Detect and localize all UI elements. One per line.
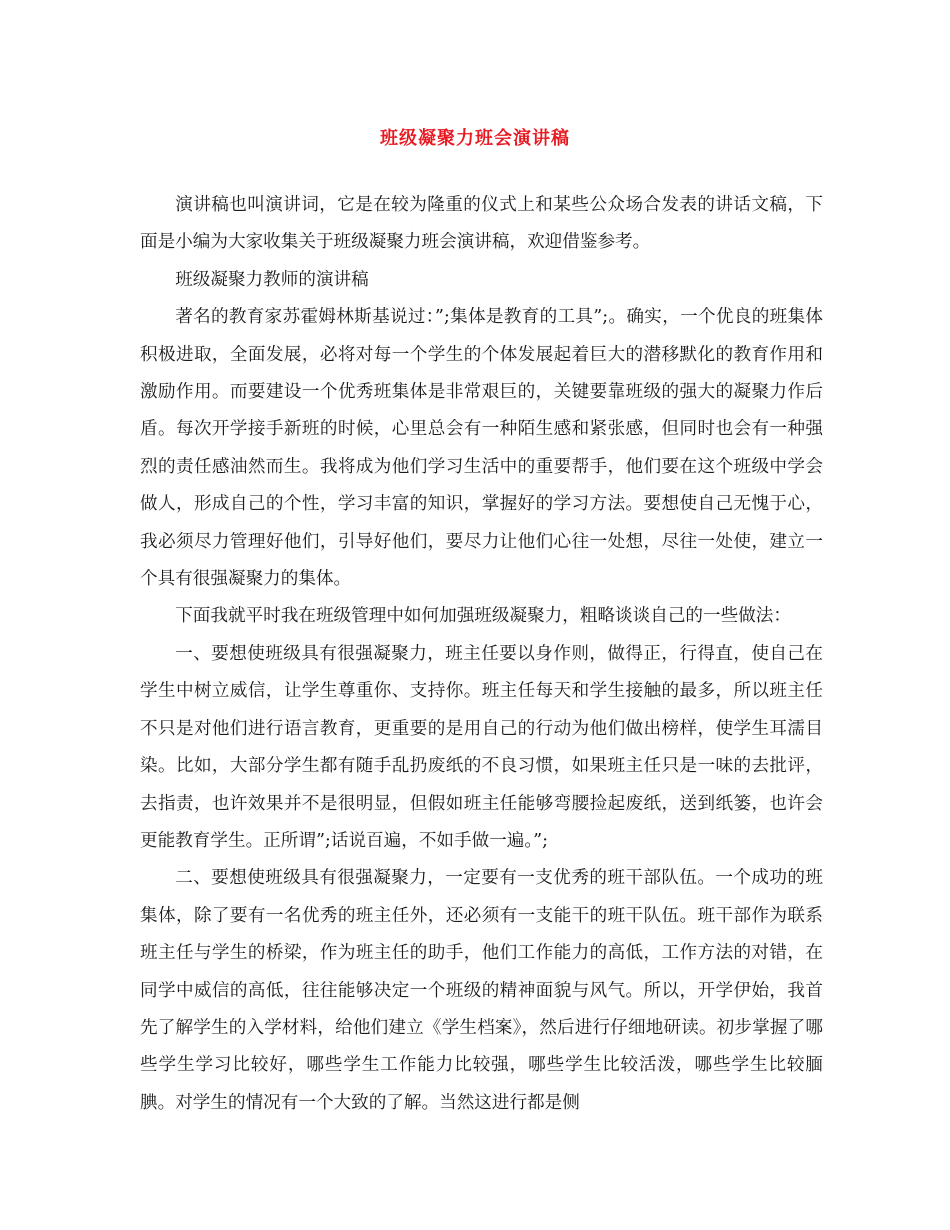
paragraph-subheading: 班级凝聚力教师的演讲稿 [175, 269, 369, 290]
paragraph-point-one: 一、要想使班级具有很强凝聚力，班主任要以身作则，做得正，行得直，使自己在学生中树立威信，让学生尊重你、支持你。班主任每天和学生接触的最多，所以班主任不只是对他们进行语言教育，更重要的是用自己的行动为他们做出榜样，使学生耳濡目染。比如，大部分学生都有随手乱扔废纸的不良习惯，如果班主任只是一味的去批评，去指责，也许效果并不是很明显，但假如班主任能够弯腰捡起废纸，送到纸篓，也许会更能教育学生。正所谓”;话说百遍，不如手做一遍。”; [140, 643, 823, 851]
document-title: 班级凝聚力班会演讲稿 [380, 128, 570, 149]
paragraph-intro: 演讲稿也叫演讲词，它是在较为隆重的仪式上和某些公众场合发表的讲话文稿，下面是小编为大家收集关于班级凝聚力班会演讲稿，欢迎借鉴参考。 [140, 195, 823, 253]
paragraph-point-two: 二、要想使班级具有很强凝聚力，一定要有一支优秀的班干部队伍。一个成功的班集体，除了要有一名优秀的班主任外，还必须有一支能干的班干队伍。班干部作为联系班主任与学生的桥梁，作为班主任的助手，他们工作能力的高低，工作方法的对错，在同学中威信的高低，往往能够决定一个班级的精神面貌与风气。所以，开学伊始，我首先了解学生的入学材料，给他们建立《学生档案》，然后进行仔细地研读。初步掌握了哪些学生学习比较好，哪些学生工作能力比较强，哪些学生比较活泼，哪些学生比较腼腆。对学生的情况有一个大致的了解。当然这进行都是侧 [140, 868, 823, 1113]
paragraph-method-intro: 下面我就平时我在班级管理中如何加强班级凝聚力，粗略谈谈自己的一些做法： [175, 606, 791, 627]
paragraph-quote: 著名的教育家苏霍姆林斯基说过：”;集体是教育的工具”;。确实，一个优良的班集体积极进取，全面发展，必将对每一个学生的个体发展起着巨大的潜移默化的教育作用和激励作用。而要建设一个优秀班集体是非常艰巨的，关键要靠班级的强大的凝聚力作后盾。每次开学接手新班的时候，心里总会有一种陌生感和紧张感，但同时也会有一种强烈的责任感油然而生。我将成为他们学习生活中的重要帮手，他们要在这个班级中学会做人，形成自己的个性，学习丰富的知识，掌握好的学习方法。要想使自己无愧于心，我必须尽力管理好他们，引导好他们，要尽力让他们心往一处想，尽往一处使，建立一个具有很强凝聚力的集体。 [140, 307, 823, 590]
document-body [140, 187, 823, 1122]
